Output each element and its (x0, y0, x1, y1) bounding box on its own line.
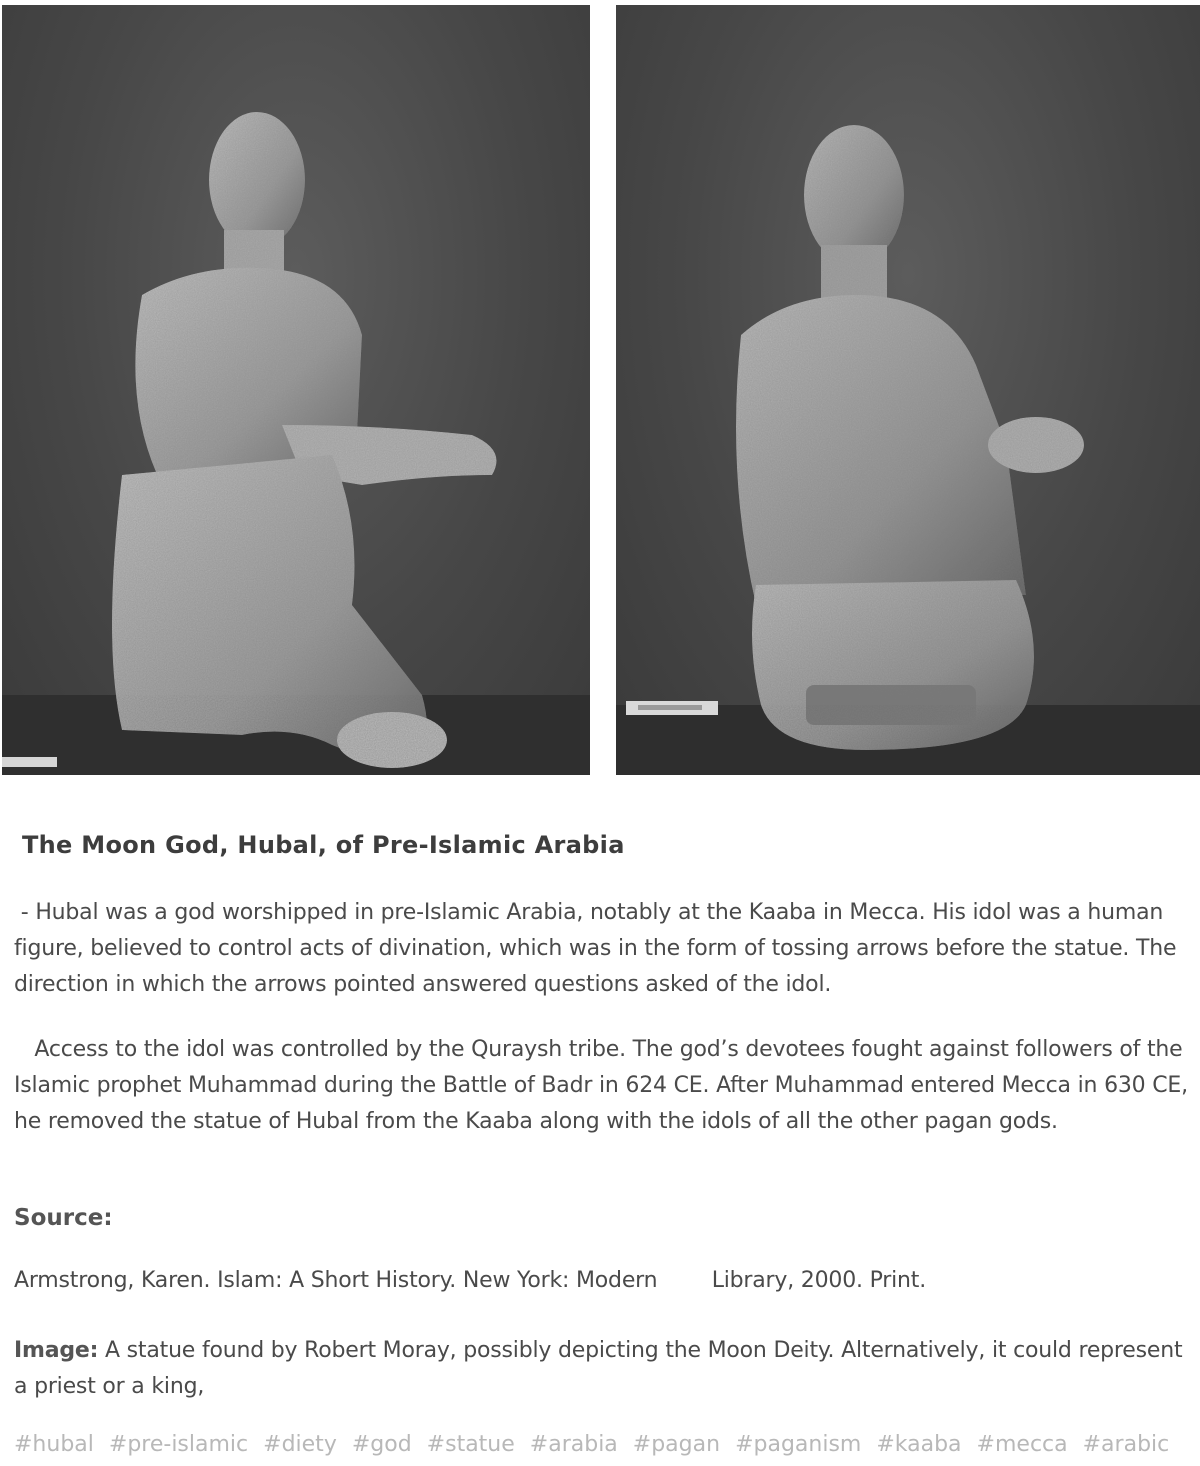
tag-link[interactable]: #mecca (976, 1432, 1068, 1457)
tag-list (14, 1432, 1177, 1457)
image-caption-text: A statue found by Robert Moray, possibly depicting the Moon Deity. Alternatively, it could represent a priest or a king, (14, 1338, 1196, 1399)
tag-link[interactable]: #arabic (1082, 1432, 1170, 1457)
tag-link[interactable]: #pre-islamic (108, 1432, 249, 1457)
tag-link[interactable]: #arabia (529, 1432, 618, 1457)
tag-link[interactable]: #god (351, 1432, 412, 1457)
post-paragraph-intro: - Hubal was a god worshipped in pre-Islamic Arabia, notably at the Kaaba in Mecca. His idol was a human figure, believed to control acts of divination, which was in the form of tossing arrows before the statue. The direction in which the arrows pointed answered questions asked of the idol. (14, 900, 1184, 997)
statue-back-illustration (616, 5, 1200, 775)
statue-front-illustration (2, 5, 590, 775)
tag-link[interactable]: #hubal (14, 1432, 94, 1457)
source-label: Source: (14, 1205, 113, 1231)
source-citation: Armstrong, Karen. Islam: A Short History. New York: Modern Library, 2000. Print. (14, 1268, 926, 1293)
tag-link[interactable]: #pagan (632, 1432, 721, 1457)
tag-link[interactable]: #kaaba (876, 1432, 962, 1457)
image-caption (14, 1333, 1194, 1405)
tag-link[interactable]: #paganism (735, 1432, 862, 1457)
post-paragraph-history: Access to the idol was controlled by the Quraysh tribe. The god’s devotees fought against followers of the Islamic prophet Muhammad during the Battle of Badr in 624 CE. After Muhammad entered Mecca in 630 CE, he removed the statue of Hubal from the Kaaba along with the idols of all the other pagan gods. (14, 1037, 1195, 1134)
image-caption-label: Image: (14, 1338, 99, 1363)
tag-link[interactable]: #diety (263, 1432, 337, 1457)
statue-back-photo (616, 5, 1200, 775)
post-title: The Moon God, Hubal, of Pre-Islamic Arabia (22, 831, 625, 859)
tag-link[interactable]: #statue (426, 1432, 515, 1457)
statue-front-photo (2, 5, 590, 775)
